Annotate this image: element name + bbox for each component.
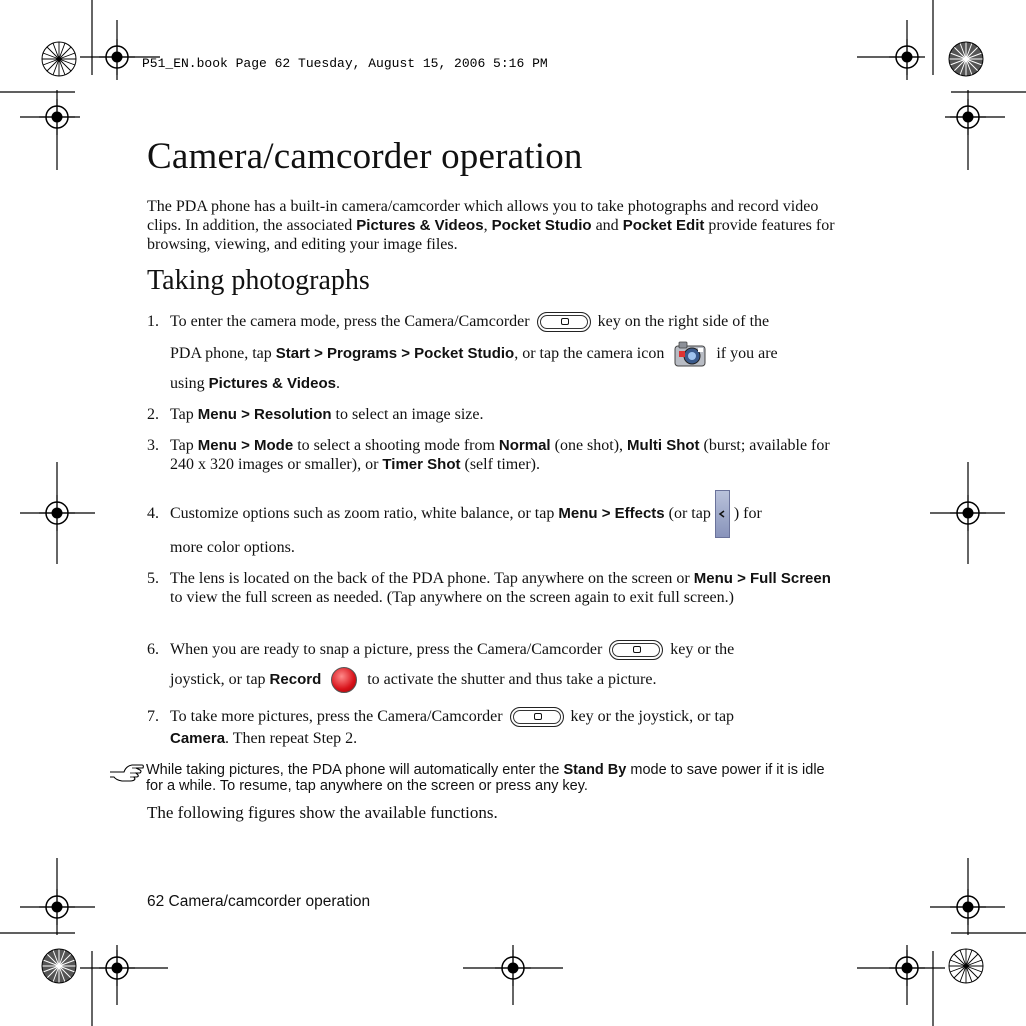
step-text: using <box>170 375 209 392</box>
color-bar-icon <box>949 42 983 76</box>
color-bar-icon <box>949 949 983 983</box>
page-title: Camera/camcorder operation <box>147 136 583 177</box>
step-2 <box>147 405 837 425</box>
step-7 <box>147 707 837 747</box>
note-paragraph <box>146 762 836 794</box>
step-bold: Menu > Resolution <box>197 406 332 423</box>
step-text: PDA phone, tap <box>170 345 276 362</box>
step-6 <box>147 640 837 700</box>
step-text: more color options. <box>170 539 295 556</box>
intro-text: The PDA phone has a built-in camera/camcorder which allows you to take photographs and record video clips. In addition, the associated <box>147 198 819 234</box>
step-bold: Pictures & Videos <box>208 375 336 392</box>
step-text: To enter the camera mode, press the Camera/Camcorder <box>170 313 530 330</box>
step-text: Customize options such as zoom ratio, white balance, or tap <box>170 505 559 522</box>
step-text: to view the full screen as needed. (Tap anywhere on the screen again to exit full screen.) <box>170 589 734 606</box>
step-text: Tap <box>170 406 198 423</box>
note-text: mode to save power if it is idle for a while. To resume, tap anywhere on the screen or press any key. <box>146 762 825 794</box>
step-text: The lens is located on the back of the PDA phone. Tap anywhere on the screen or <box>170 570 694 587</box>
color-bar-icon <box>42 42 76 76</box>
step-text: to activate the shutter and thus take a picture. <box>367 671 657 688</box>
step-bold: Normal <box>498 437 551 454</box>
intro-bold-pictures-videos: Pictures & Videos <box>356 217 484 234</box>
camera-key-icon <box>609 640 663 660</box>
intro-bold-pocket-studio: Pocket Studio <box>491 217 592 234</box>
closing-sentence: The following figures show the available functions. <box>147 803 498 822</box>
step-number: 1. <box>147 313 159 330</box>
camera-key-icon <box>510 707 564 727</box>
step-3 <box>147 436 837 476</box>
step-text: To take more pictures, press the Camera/Camcorder <box>170 708 503 725</box>
step-number: 4. <box>147 505 159 522</box>
step-text: ) for <box>733 505 762 522</box>
effects-tab-icon <box>715 490 730 538</box>
record-button-icon <box>331 667 357 693</box>
intro-text: , <box>483 217 492 234</box>
color-bar-icon <box>42 949 76 983</box>
step-text: key or the <box>670 641 735 658</box>
intro-text: and <box>591 217 623 234</box>
note-bold: Stand By <box>563 762 627 778</box>
step-text: (burst; available for 240 x 320 images or smaller), or <box>170 437 830 473</box>
step-text: to select a shooting mode from <box>293 437 499 454</box>
step-number: 3. <box>147 437 159 454</box>
step-4 <box>147 490 837 560</box>
note-hand-icon <box>108 762 144 782</box>
step-bold: Multi Shot <box>627 437 700 454</box>
step-bold: Menu > Mode <box>197 437 294 454</box>
page-footer: 62 Camera/camcorder operation <box>147 893 371 910</box>
step-bold: Camera <box>170 730 226 747</box>
step-number: 6. <box>147 641 159 658</box>
step-text: , or tap the camera icon <box>514 345 665 362</box>
step-bold: Menu > Full Screen <box>693 570 831 587</box>
step-number: 7. <box>147 708 159 725</box>
camera-app-icon <box>674 340 706 368</box>
step-5 <box>147 569 837 629</box>
step-text: (self timer). <box>460 456 541 473</box>
step-bold: Record <box>269 671 322 688</box>
step-text: (or tap <box>664 505 711 522</box>
step-text: to select an image size. <box>331 406 484 423</box>
step-text: . <box>335 375 340 392</box>
step-bold: Menu > Effects <box>558 505 665 522</box>
note-text: While taking pictures, the PDA phone will automatically enter the <box>146 762 564 778</box>
intro-paragraph <box>147 197 837 254</box>
print-slug: P51_EN.book Page 62 Tuesday, August 15, 2006 5:16 PM <box>142 56 548 71</box>
step-text: (one shot), <box>550 437 628 454</box>
intro-bold-pocket-edit: Pocket Edit <box>622 217 705 234</box>
step-text: key or the joystick, or tap <box>570 708 735 725</box>
step-bold: Start > Programs > Pocket Studio <box>275 345 515 362</box>
step-text: . Then repeat Step 2. <box>225 730 358 747</box>
step-number: 5. <box>147 570 159 587</box>
step-text: key on the right side of the <box>597 313 770 330</box>
step-text: When you are ready to snap a picture, press the Camera/Camcorder <box>170 641 603 658</box>
camera-key-icon <box>537 312 591 332</box>
step-number: 2. <box>147 406 159 423</box>
step-text: joystick, or tap <box>170 671 270 688</box>
step-text: if you are <box>716 345 778 362</box>
section-title: Taking photographs <box>147 265 370 296</box>
intro-text: provide features for browsing, viewing, and editing your image files. <box>147 217 835 253</box>
step-bold: Timer Shot <box>382 456 461 473</box>
step-text: Tap <box>170 437 198 454</box>
step-1 <box>147 312 837 392</box>
